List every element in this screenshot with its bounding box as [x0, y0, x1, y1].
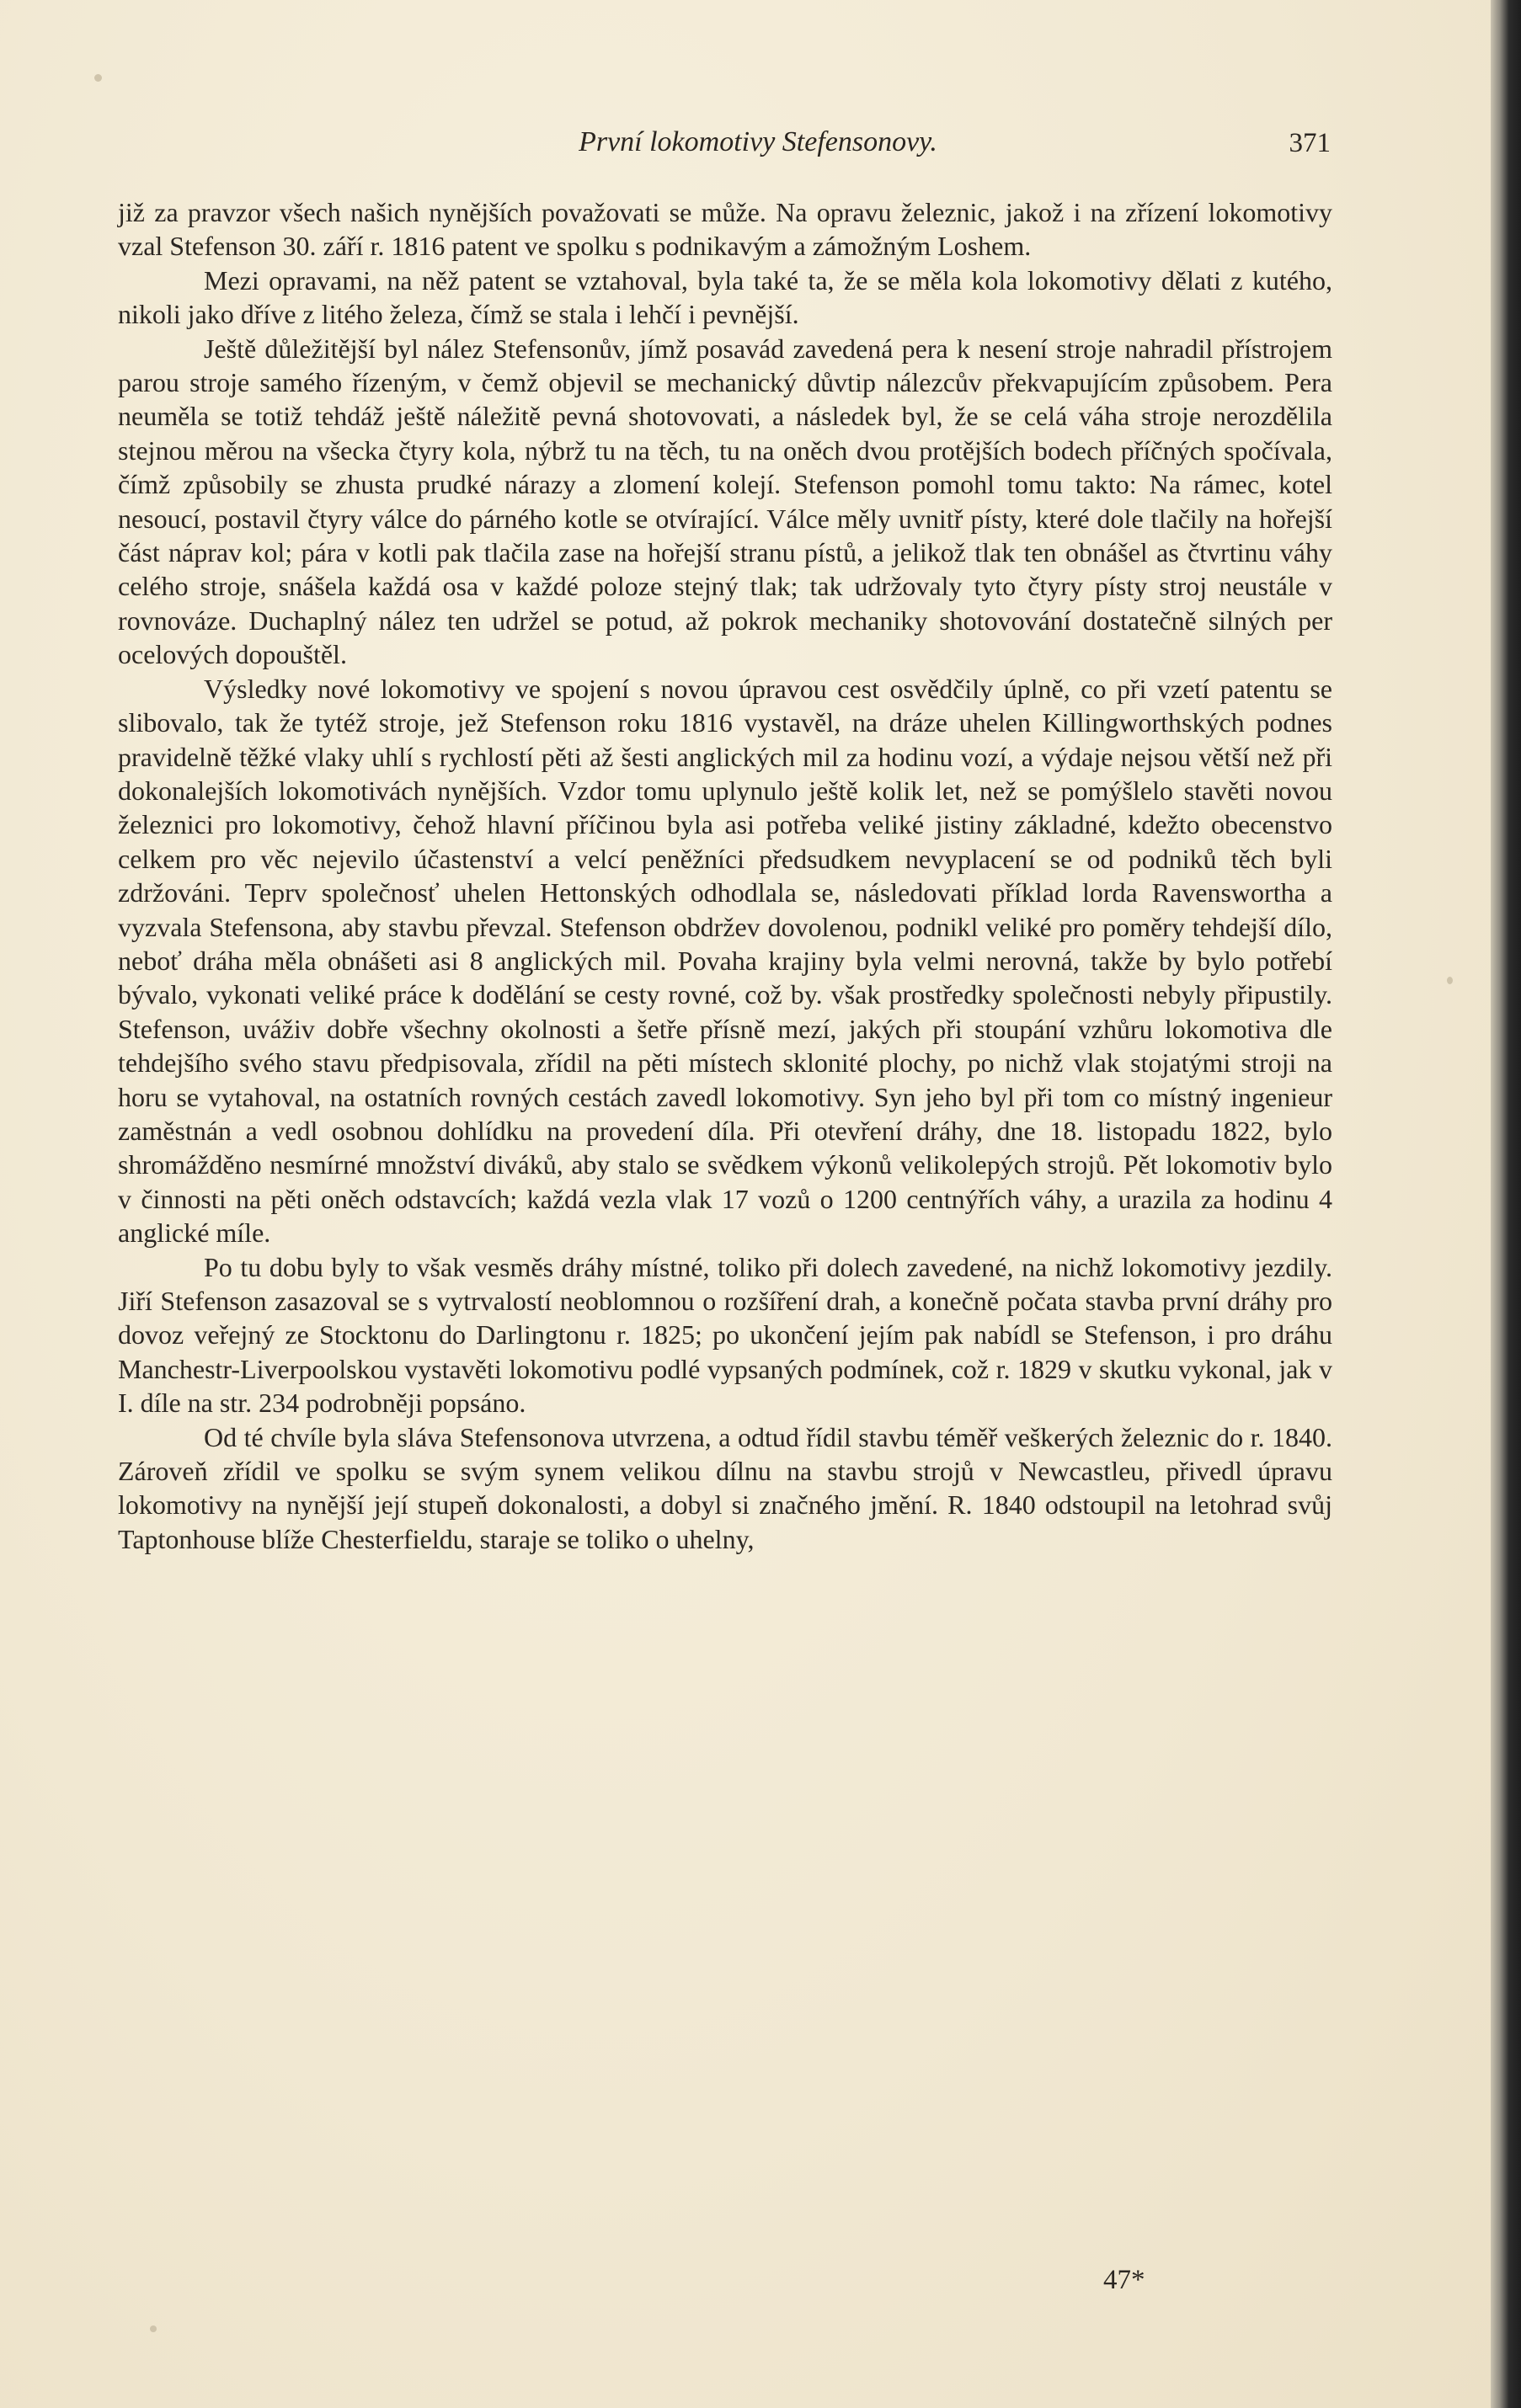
paragraph: Ještě důležitější byl nález Stefensonův, jímž posavád zavedená pera k nesení stroje nahradil přístrojem parou stroje samého řízeným, v čemž objevil se mechanický důvtip nálezcův překvapujícím způsobem. Pera neuměla se totiž tehdáž ještě náležitě pevná shotovovati, a následek byl, že se celá váha stroje nerozdělila stejnou měrou na všecka čtyry kola, nýbrž tu na těch, tu na oněch dvou protějších bodech příčných spočívala, čímž způsobily se zhusta prudké nárazy a zlomení kolejí. Stefenson pomohl tomu takto: Na rámec, kotel nesoucí, postavil čtyry válce do párného kotle se otvírající. Válce měly uvnitř písty, které dole tlačily na hořejší část náprav kol; pára v kotli pak tlačila zase na hořejší stranu pístů, a jelikož tlak ten obnášel as čtvrtinu váhy celého stroje, snášela každá osa v každé poloze stejný tlak; tak udržovaly tyto čtyry písty stroj neustále v rovnováze. Duchaplný nález ten udržel se potud, až pokrok mechaniky shotovování dostatečně silných per ocelových dopouštěl.: [118, 333, 1332, 670]
signature-mark: 47*: [1103, 2265, 1145, 2295]
paper-speck: [1447, 977, 1453, 984]
paper-speck: [150, 2325, 157, 2332]
paragraph: Výsledky nové lokomotivy ve spojení s novou úpravou cest osvědčily úplně, co při vzetí patentu se slibovalo, tak že tytéž stroje, jež Stefenson roku 1816 vystavěl, na dráze uhelen Killingworthských podnes pravidelně těžké vlaky uhlí s rychlostí pěti až šesti anglických mil za hodinu vozí, a výdaje nejsou větší než při dokonalejších lokomotivách nynějších. Vzdor tomu uplynulo ještě kolik let, než se pomýšlelo stavěti novou železnici pro lokomotivy, čehož hlavní příčinou byla asi potřeba veliké jistiny základné, kdežto obecenstvo celkem pro věc nejevilo účastenství a velcí peněžníci předsudkem nevyplacení se od podniků těch byli zdržováni. Teprv společnosť uhelen Hettonských odhodlala se, následovati příklad lorda Ravenswortha a vyzvala Stefensona, aby stavbu převzal. Stefenson obdržev dovolenou, podnikl veliké pro poměry tehdejší dílo, neboť dráha měla obnášeti asi 8 anglických mil. Povaha krajiny byla velmi nerovná, takže by bylo potřebí bývalo, vykonati veliké práce k dodělání se cesty rovné, což by. však prostředky společnosti nebyly připustily. Stefenson, uváživ dobře všechny okolnosti a šetře přísně mezí, jakých při stoupání vzhůru lokomotiva dle tehdejšího svého stavu předpisovala, zřídil na pěti místech sklonité plochy, po nichž vlak stojatými stroji na horu se vytahoval, na ostatních rovných cestách zavedl lokomotivy. Syn jeho byl při tom co místný ingenieur zaměstnán a vedl osobnou dohlídku na provedení díla. Při otevření dráhy, dne 18. listopadu 1822, bylo shromážděno nesmírné množství diváků, aby stalo se svědkem výkonů velikolepých strojů. Pět lokomotiv bylo v činnosti na pěti oněch odstavcích; každá vezla vlak 17 vozů o 1200 centnýřích váhy, a urazila za hodinu 4 anglické míle.: [118, 673, 1332, 1249]
paragraph: již za pravzor všech našich nynějších považovati se může. Na opravu železnic, jakož i na zřízení lokomotivy vzal Stefenson 30. září r. 1816 patent ve spolku s podnikavým a zámožným Loshem.: [118, 197, 1332, 262]
paper-speck: [94, 74, 102, 82]
page-edge-shadow: [1491, 0, 1521, 2408]
paragraph: Od té chvíle byla sláva Stefensonova utvrzena, a odtud řídil stavbu téměř veškerých železnic do r. 1840. Zároveň zřídil ve spolku se svým synem velikou dílnu na stavbu strojů v Newcastleu, přivedl úpravu lokomotivy na nynější její stupeň dokonalosti, a dobyl si značného jmění. R. 1840 odstoupil na letohrad svůj Taptonhouse blíže Chesterfieldu, staraje se toliko o uhelny,: [118, 1421, 1332, 1554]
page-number: 371: [1289, 128, 1331, 158]
running-title: První lokomotivy Stefensonovy.: [579, 126, 937, 157]
paragraph: Mezi opravami, na něž patent se vztahoval, byla také ta, že se měla kola lokomotivy dělati z kutého, nikoli jako dříve z litého železa, čímž se stala i lehčí i pevnější.: [118, 264, 1332, 330]
body-text: [118, 195, 1332, 1556]
paragraph: Po tu dobu byly to však vesměs dráhy místné, toliko při dolech zavedené, na nichž lokomotivy jezdily. Jiří Stefenson zasazoval se s vytrvalostí neoblomnou o rozšíření drah, a konečně počata stavba první dráhy pro dovoz veřejný ze Stocktonu do Darlingtonu r. 1825; po ukončení jejím pak nabídl se Stefenson, i pro dráhu Manchestr-Liverpoolskou vystavěti lokomotivu podlé vypsaných podmínek, což r. 1829 v skutku vykonal, jak v I. díle na str. 234 podrobněji popsáno.: [118, 1251, 1332, 1419]
page-header: [118, 126, 1331, 177]
